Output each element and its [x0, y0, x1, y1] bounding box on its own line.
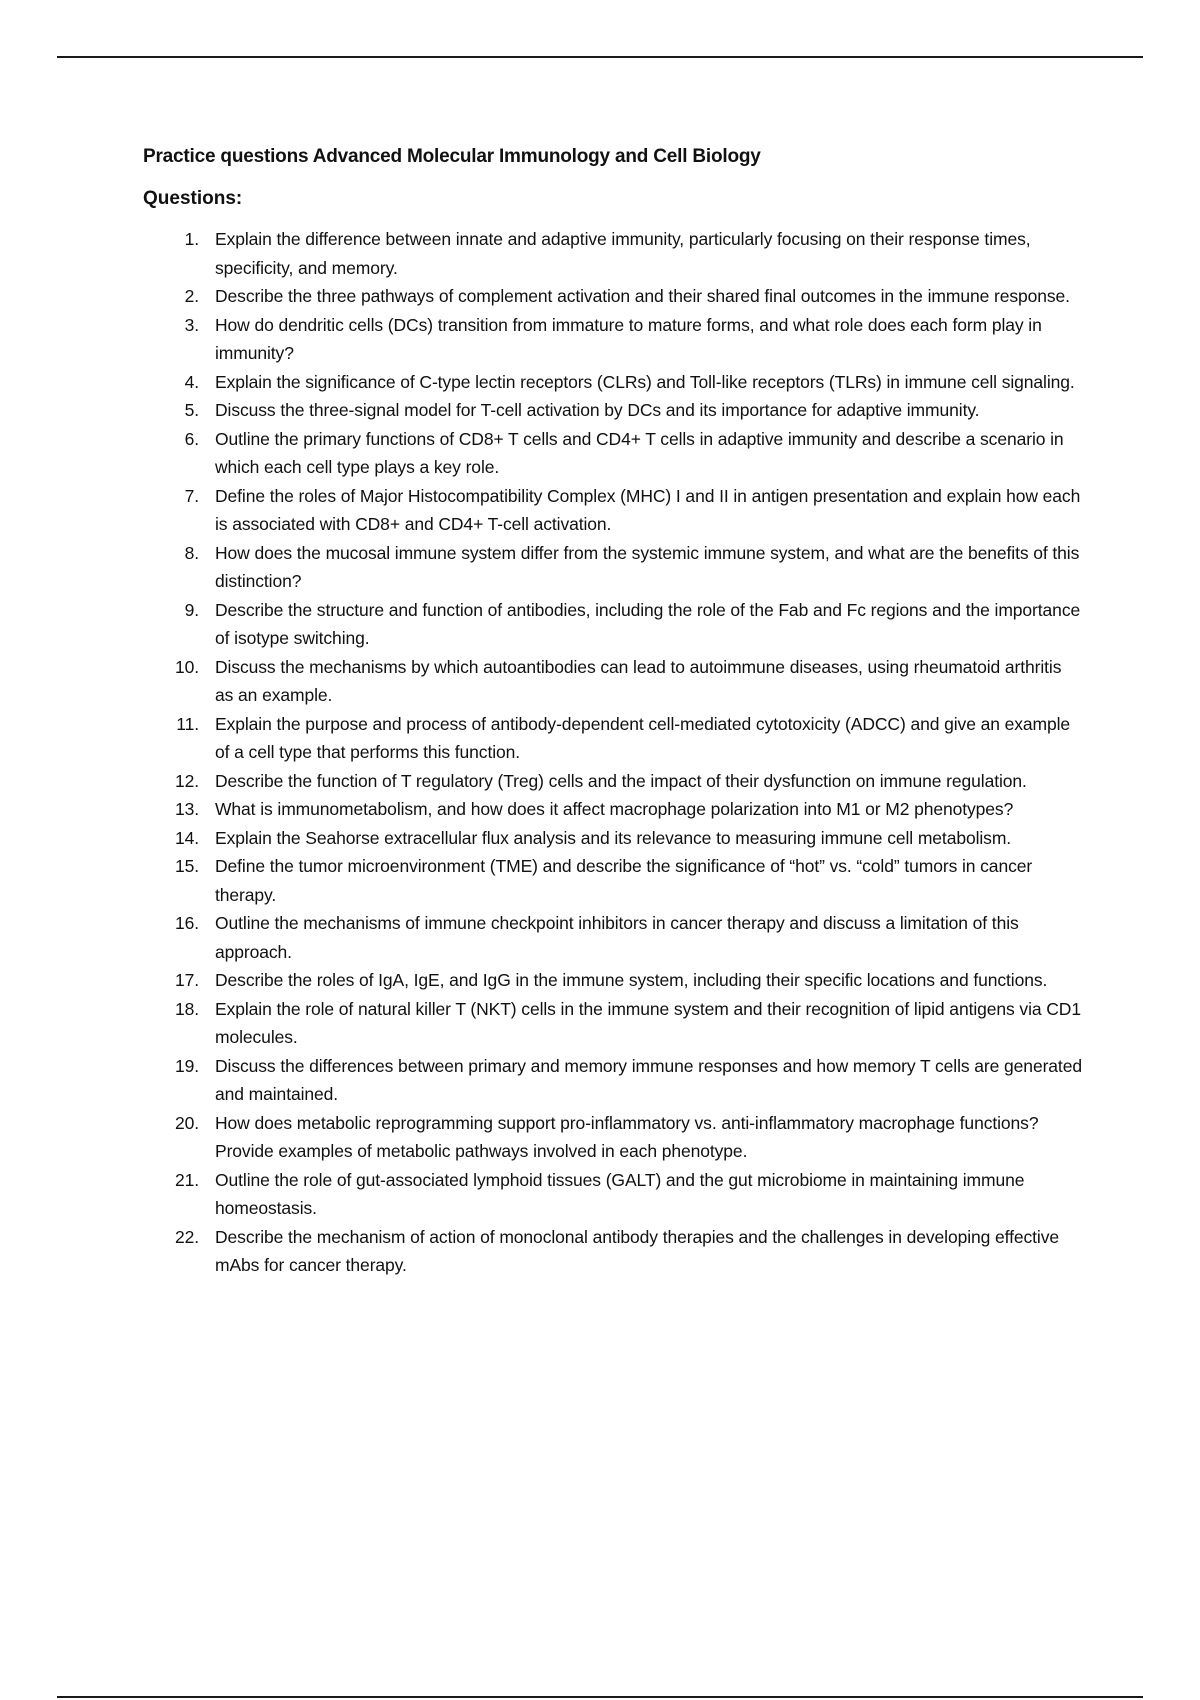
question-item — [143, 909, 1083, 966]
question-number: 2. — [184, 286, 199, 306]
top-rule — [57, 56, 1143, 58]
question-text: Outline the role of gut-associated lymphoid tissues (GALT) and the gut microbiome in maintaining immune homeostasis. — [215, 1169, 1025, 1218]
question-item — [143, 1052, 1083, 1109]
question-item — [143, 482, 1083, 539]
question-number: 6. — [184, 428, 199, 449]
question-item — [143, 225, 1083, 282]
question-number: 15. — [174, 856, 199, 876]
question-number: 21. — [174, 1169, 199, 1190]
question-text: Outline the mechanisms of immune checkpoint inhibitors in cancer therapy and discuss a limitation of this approach. — [215, 913, 1019, 962]
question-text: What is immunometabolism, and how does it affect macrophage polarization into M1 or M2 phenotypes? — [215, 799, 1014, 819]
question-text: Explain the role of natural killer T (NKT) cells in the immune system and their recognition of lipid antigens via CD1 molecules. — [215, 998, 1081, 1047]
question-item — [143, 824, 1083, 853]
question-number: 10. — [174, 656, 199, 677]
question-text: How does metabolic reprogramming support pro-inflammatory vs. anti-inflammatory macrophage functions? Provide examples of metabolic pathways involved in each phenotype. — [215, 1112, 1039, 1161]
question-number: 9. — [184, 599, 199, 620]
question-item — [143, 966, 1083, 995]
question-item — [143, 653, 1083, 710]
question-number: 18. — [174, 998, 199, 1019]
question-item — [143, 1166, 1083, 1223]
question-number: 5. — [184, 400, 199, 420]
question-number: 11. — [176, 713, 199, 734]
question-item — [143, 368, 1083, 397]
question-number: 17. — [174, 970, 199, 990]
question-number: 14. — [174, 827, 199, 848]
question-item — [143, 852, 1083, 909]
question-item — [143, 995, 1083, 1052]
question-text: Define the roles of Major Histocompatibility Complex (MHC) I and II in antigen presentation and explain how each is associated with CD8+ and CD4+ T-cell activation. — [215, 485, 1081, 534]
question-text: Discuss the three-signal model for T-cell activation by DCs and its importance for adaptive immunity. — [215, 400, 980, 420]
question-number: 12. — [174, 770, 199, 791]
question-text: Outline the primary functions of CD8+ T cells and CD4+ T cells in adaptive immunity and describe a scenario in which each cell type plays a key role. — [215, 428, 1064, 477]
question-text: How do dendritic cells (DCs) transition from immature to mature forms, and what role does each form play in immunity? — [215, 314, 1042, 363]
bottom-rule — [57, 1696, 1143, 1698]
question-number: 1. — [184, 229, 199, 249]
question-text: Explain the significance of C-type lectin receptors (CLRs) and Toll-like receptors (TLRs) in immune cell signaling. — [215, 371, 1075, 392]
question-list — [143, 225, 1083, 1280]
question-number: 3. — [184, 314, 199, 335]
questions-heading: Questions: — [143, 188, 243, 209]
question-number: 7. — [184, 485, 199, 506]
question-item — [143, 282, 1083, 311]
question-text: Explain the difference between innate and adaptive immunity, particularly focusing on their response times, specificity, and memory. — [215, 229, 1031, 278]
question-text: Define the tumor microenvironment (TME) and describe the significance of “hot” vs. “cold” tumors in cancer therapy. — [215, 856, 1033, 905]
question-number: 20. — [174, 1112, 199, 1133]
question-number: 22. — [174, 1226, 199, 1247]
question-text: Describe the function of T regulatory (Treg) cells and the impact of their dysfunction on immune regulation. — [215, 770, 1027, 791]
question-number: 13. — [174, 799, 199, 819]
question-text: Discuss the differences between primary and memory immune responses and how memory T cells are generated and maintained. — [215, 1055, 1082, 1104]
question-item — [143, 425, 1083, 482]
question-number: 19. — [174, 1055, 199, 1076]
document-title: Practice questions Advanced Molecular Immunology and Cell Biology — [143, 146, 761, 167]
question-item — [143, 1223, 1083, 1280]
question-item — [143, 311, 1083, 368]
document-body — [143, 143, 1083, 1280]
question-text: Describe the three pathways of complement activation and their shared final outcomes in the immune response. — [215, 286, 1070, 306]
question-number: 16. — [174, 913, 199, 933]
question-item — [143, 710, 1083, 767]
question-item — [143, 1109, 1083, 1166]
question-number: 4. — [184, 371, 199, 392]
question-text: Explain the purpose and process of antibody-dependent cell-mediated cytotoxicity (ADCC) and give an example of a cell type that performs this function. — [215, 713, 1071, 762]
question-text: Describe the mechanism of action of monoclonal antibody therapies and the challenges in developing effective mAbs for cancer therapy. — [215, 1226, 1059, 1275]
question-item — [143, 767, 1083, 796]
question-item — [143, 795, 1083, 824]
question-number: 8. — [184, 542, 199, 563]
question-text: Discuss the mechanisms by which autoantibodies can lead to autoimmune diseases, using rheumatoid arthritis as an example. — [215, 656, 1062, 705]
question-text: How does the mucosal immune system differ from the systemic immune system, and what are the benefits of this distinction? — [215, 542, 1080, 591]
question-text: Describe the structure and function of antibodies, including the role of the Fab and Fc regions and the importance of isotype switching. — [215, 599, 1081, 648]
question-item — [143, 596, 1083, 653]
question-text: Describe the roles of IgA, IgE, and IgG in the immune system, including their specific locations and functions. — [215, 970, 1048, 990]
question-item — [143, 396, 1083, 425]
question-item — [143, 539, 1083, 596]
question-text: Explain the Seahorse extracellular flux analysis and its relevance to measuring immune cell metabolism. — [215, 827, 1012, 848]
